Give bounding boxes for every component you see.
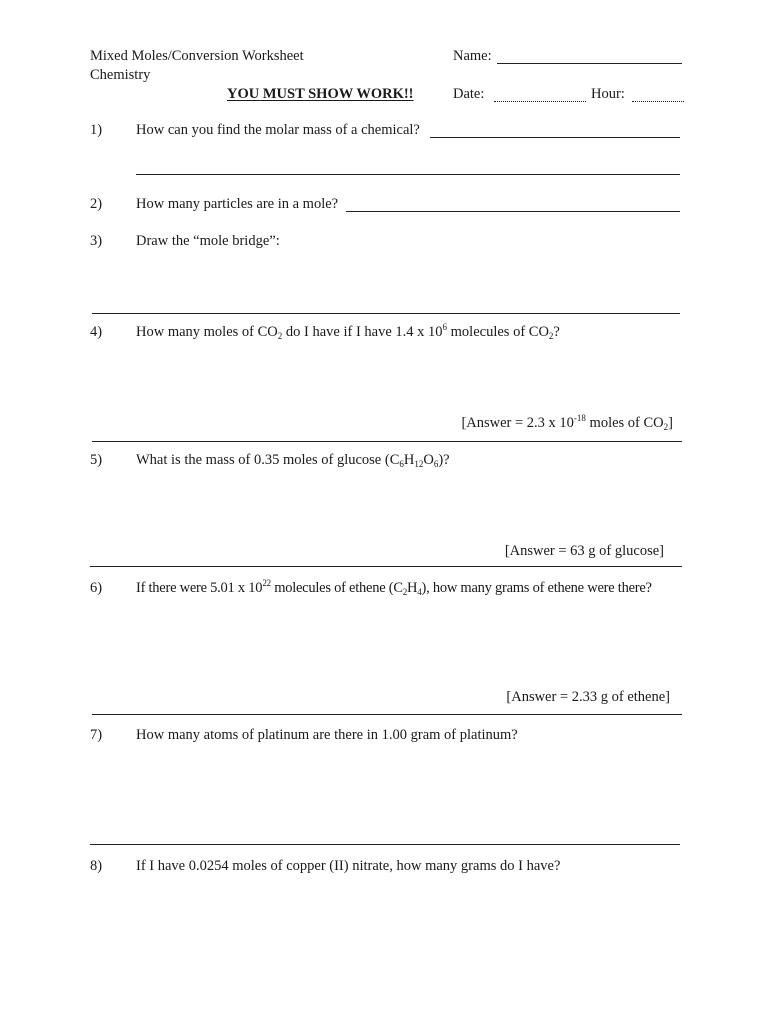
divider xyxy=(90,844,680,845)
question-6-text: If there were 5.01 x $10^{22}$ molecules of ethene $(C_2H_4)$, how many grams of ethene were there? xyxy=(136,578,652,597)
divider xyxy=(92,313,680,314)
question-4-text: How many moles of $CO_2$ do I have if I have 1.4 x $10^6$ molecules of $CO_2$? xyxy=(136,322,560,341)
name-label: Name: xyxy=(453,48,492,64)
name-blank[interactable] xyxy=(497,63,682,64)
divider xyxy=(92,714,682,715)
question-number: 5) xyxy=(90,452,103,468)
answer-blank-1a[interactable] xyxy=(430,137,680,138)
question-7-text: How many atoms of platinum are there in 1.00 gram of platinum? xyxy=(136,727,518,743)
question-number: 6) xyxy=(90,580,103,596)
answer-hint-5: [Answer = 63 g of glucose] xyxy=(504,543,664,559)
show-work-instruction: YOU MUST SHOW WORK!! xyxy=(227,86,414,102)
hour-blank[interactable] xyxy=(632,101,684,102)
question-2-text: How many particles are in a mole? xyxy=(136,196,339,212)
question-8-text: If I have 0.0254 moles of copper (II) nitrate, how many grams do I have? xyxy=(136,858,561,874)
date-blank[interactable] xyxy=(494,101,586,102)
answer-blank-2[interactable] xyxy=(346,211,680,212)
question-number: 4) xyxy=(90,324,103,340)
worksheet-title: Mixed Moles/Conversion Worksheet xyxy=(90,48,304,64)
question-number: 8) xyxy=(90,858,103,874)
divider xyxy=(92,441,682,442)
answer-hint-4: [Answer = 2.3 x $10^{-18}$ moles of $CO_2$] xyxy=(461,413,673,432)
question-3-text: Draw the “mole bridge”: xyxy=(136,233,280,249)
subject-label: Chemistry xyxy=(90,67,151,83)
question-number: 1) xyxy=(90,122,103,138)
answer-hint-6: [Answer = 2.33 g of ethene] xyxy=(506,689,670,705)
question-1-text: How can you find the molar mass of a chemical? xyxy=(136,122,420,138)
hour-label: Hour: xyxy=(591,86,625,102)
divider xyxy=(90,566,682,567)
question-5-text: What is the mass of 0.35 moles of glucose $(C_6H_{12}O_6)$? xyxy=(136,452,450,469)
question-number: 2) xyxy=(90,196,103,212)
question-number: 3) xyxy=(90,233,103,249)
question-number: 7) xyxy=(90,727,103,743)
answer-blank-1b[interactable] xyxy=(136,174,680,175)
date-label: Date: xyxy=(453,86,485,102)
